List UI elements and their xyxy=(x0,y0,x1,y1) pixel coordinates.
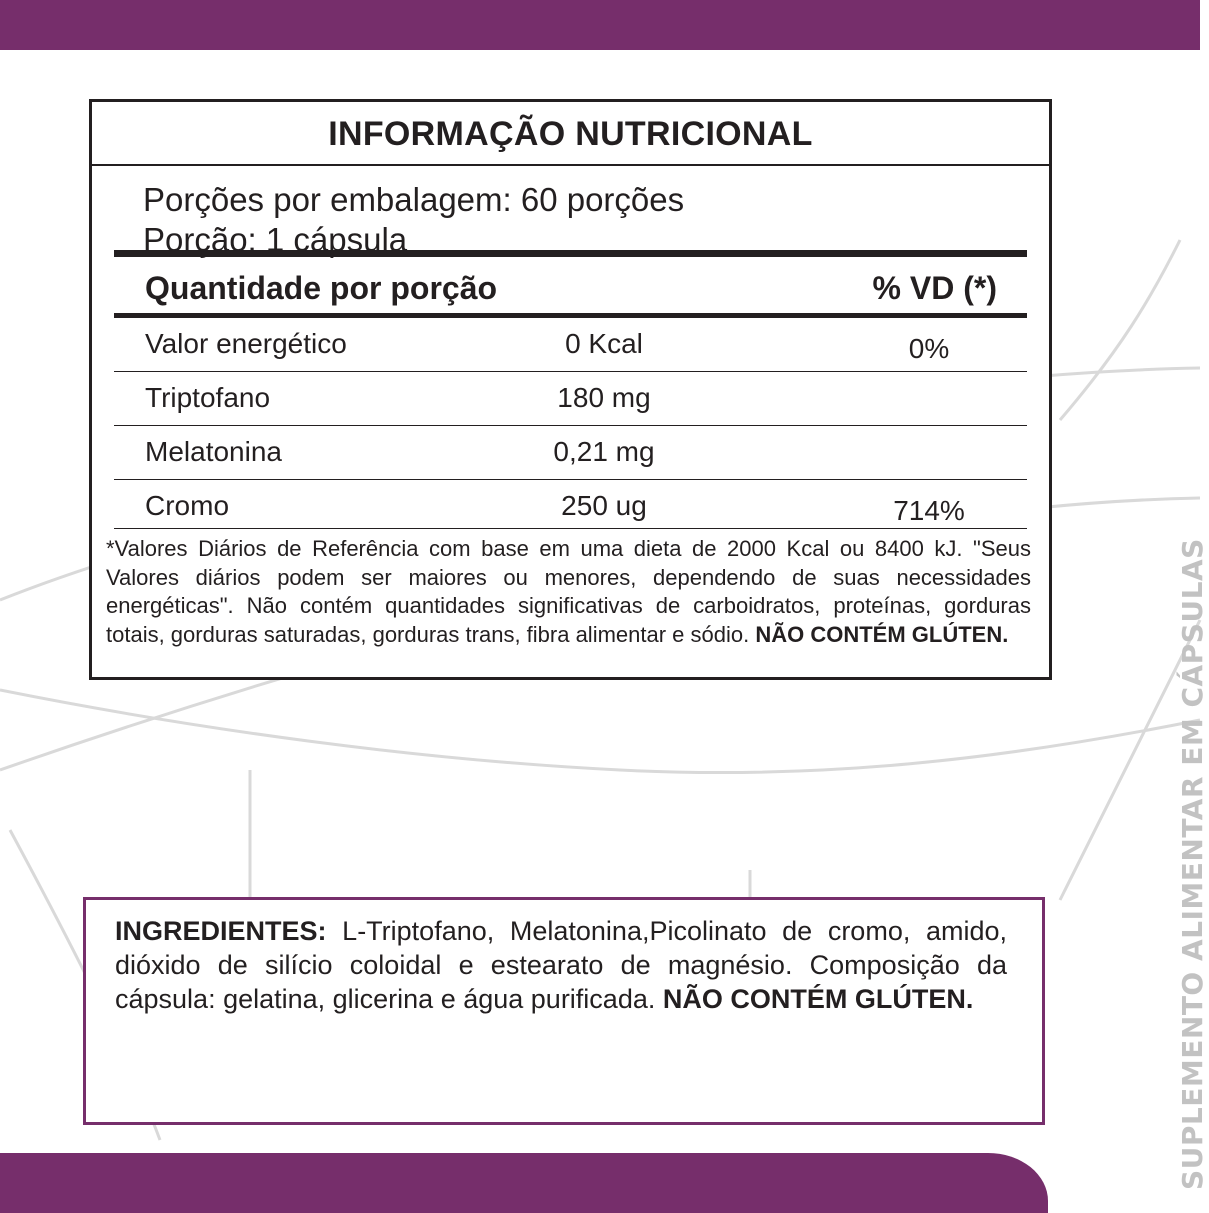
serving-size: Porção: 1 cápsula xyxy=(143,221,408,258)
nutrient-name: Triptofano xyxy=(145,382,271,413)
servings-per-package: Porções por embalagem: 60 porções xyxy=(143,181,685,218)
nutrient-dv: 714% xyxy=(893,495,965,526)
nutrition-title: INFORMAÇÃO NUTRICIONAL xyxy=(92,102,1049,166)
column-header-row xyxy=(114,257,1027,313)
nutrition-body xyxy=(114,250,1027,529)
ingredients-list: L-Triptofano, Melatonina,Picolinato de cromo, amido, dióxido de silício coloidal e estearato de magnésio. Composição da cápsula: gelatina, glicerina e água purificada. xyxy=(115,916,1007,1014)
nutrient-row xyxy=(114,318,1027,372)
nutrient-amount: 0,21 mg xyxy=(553,436,655,467)
ingredients-label: INGREDIENTES: xyxy=(115,916,327,946)
footnote-text: *Valores Diários de Referência com base em uma dieta de 2000 Kcal ou 8400 kJ. "Seus Valores diários podem ser maiores ou menores, dependendo de suas necessidades energéticas". Não contém quantidades significativas de carboidratos, proteínas, gorduras totais, gorduras saturadas, gorduras trans, fibra alimentar e sódio. xyxy=(106,536,1031,647)
side-product-label: SUPLEMENTO ALIMENTAR EM CÁPSULAS xyxy=(1176,538,1209,1190)
ingredients-gluten-warning: NÃO CONTÉM GLÚTEN. xyxy=(662,984,974,1014)
nutrient-row xyxy=(114,426,1027,480)
nutrient-amount: 250 ug xyxy=(561,490,647,521)
nutrient-name: Melatonina xyxy=(145,436,282,467)
bottom-brand-band xyxy=(0,1153,1048,1213)
header-daily-value: % VD (*) xyxy=(872,270,997,306)
nutrient-row xyxy=(114,480,1027,529)
nutrient-dv: 0% xyxy=(908,333,950,364)
ingredients-box xyxy=(83,897,1045,1125)
nutrient-amount: 0 Kcal xyxy=(565,328,643,359)
nutrition-facts-table xyxy=(89,99,1052,680)
header-amount: Quantidade por porção xyxy=(145,270,498,306)
nutrient-amount: 180 mg xyxy=(557,382,651,413)
nutrient-row xyxy=(114,372,1027,426)
ingredients-text xyxy=(115,914,1007,1016)
nutrient-name: Cromo xyxy=(145,490,230,521)
gluten-warning: NÃO CONTÉM GLÚTEN. xyxy=(755,621,1009,647)
nutrient-name: Valor energético xyxy=(145,328,347,359)
nutrition-footnote xyxy=(106,535,1031,649)
serving-info xyxy=(92,166,1049,258)
